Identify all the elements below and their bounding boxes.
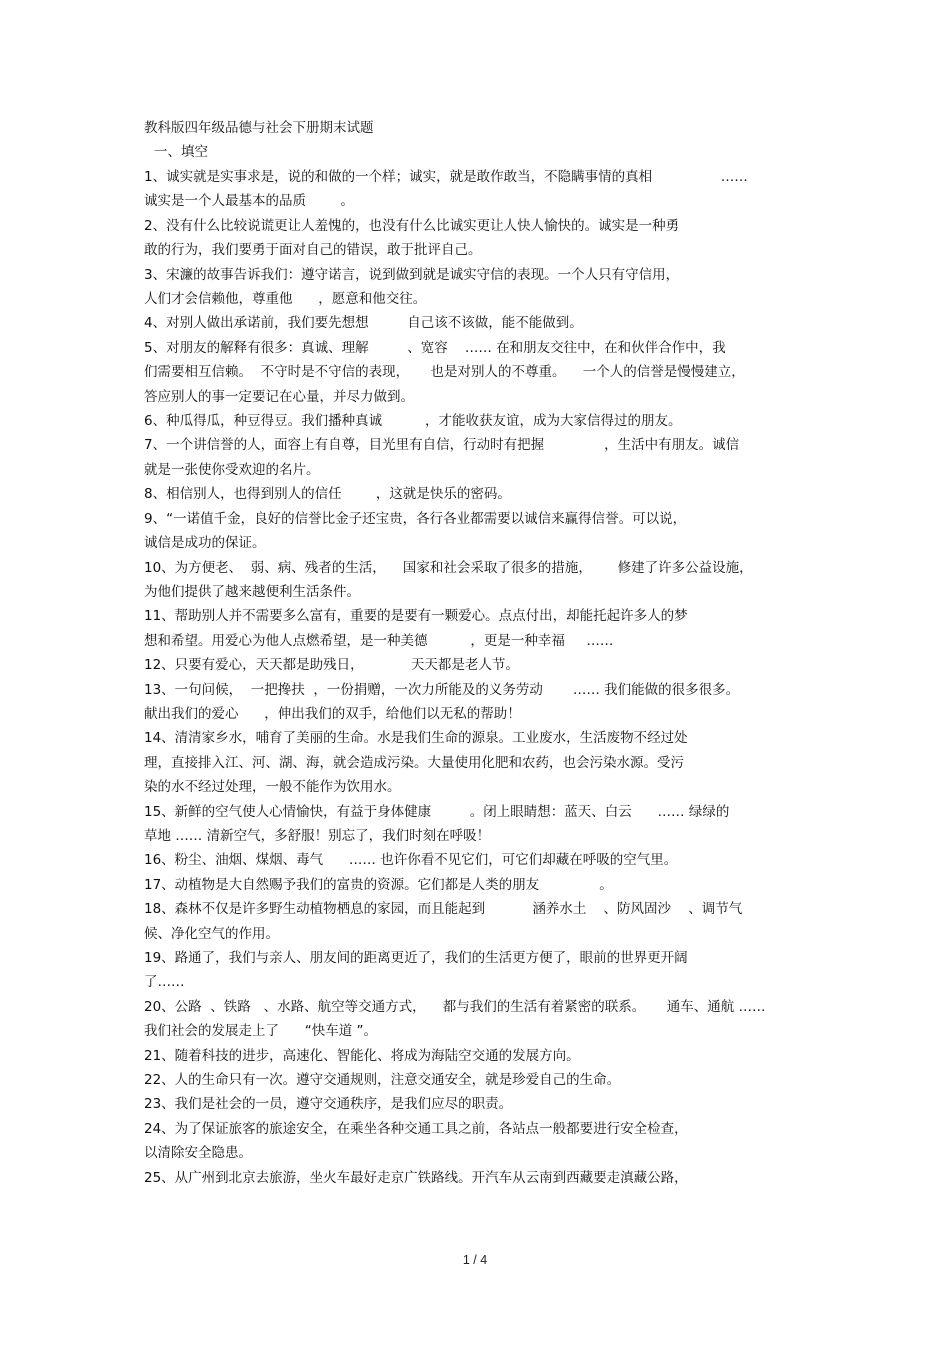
- question-item: [144, 1166, 814, 1190]
- question-line: 19、路通了，我们与亲人、朋友间的距离更近了，我们的生活更方便了，眼前的世界更开阔: [144, 950, 688, 966]
- question-line: 17、动植物是大自然赐予我们的富贵的资源。它们都是人类的朋友 。: [144, 876, 613, 893]
- question-item: [144, 263, 814, 312]
- question-line: 21、随着科技的进步，高速化、智能化、将成为海陆空交通的发展方向。: [144, 1047, 580, 1064]
- question-line: 想和希望。用爱心为他人点燃希望，是一种美德 ，更是一种幸福 ……: [144, 632, 614, 649]
- question-line: 11、帮助别人并不需要多么富有，重要的是要有一颗爱心。点点付出，却能托起许多人的梦: [144, 608, 688, 625]
- question-line: 人们才会信赖他，尊重他 ，愿意和他交往。: [144, 291, 427, 308]
- question-line: 18、森林不仅是许多野生动植物栖息的家园，而且能起到 涵养水土 、防风固沙 、调节气: [144, 901, 743, 918]
- question-line: 13、一句问候， 一把搀扶 ，一份捐赠，一次力所能及的义务劳动 …… 我们能做的很多很多。: [144, 681, 740, 698]
- question-item: [144, 995, 814, 1044]
- question-line: 22、人的生命只有一次。遵守交通规则，注意交通安全，就是珍爱自己的生命。: [144, 1072, 621, 1089]
- question-line: 草地 …… 清新空气，多舒服！别忘了，我们时刻在呼吸！: [144, 827, 491, 844]
- question-item: [144, 1068, 814, 1092]
- question-line: 9、“一诺值千金，良好的信誉比金子还宝贵，各行各业都需要以诚信来赢得信誉。可以说，: [144, 510, 687, 527]
- question-item: [144, 165, 814, 214]
- question-item: [144, 311, 814, 335]
- question-list: [144, 165, 814, 1190]
- question-item: [144, 653, 814, 677]
- page-number: 1 / 4: [462, 1253, 488, 1267]
- question-line: 诚信是成功的保证。: [144, 535, 266, 552]
- question-line: 敢的行为，我们要勇于面对自己的错误，敢于批评自己。: [144, 242, 482, 259]
- question-line: 12、只要有爱心，天天都是助残日， 天天都是老人节。: [144, 657, 519, 674]
- question-line: 20、公路 、铁路 、水路、航空等交通方式， 都与我们的生活有着紧密的联系。 通车、通航 ……: [144, 998, 766, 1015]
- question-line: 答应别人的事一定要记在心量，并尽力做到。: [144, 388, 414, 405]
- question-line: 6、种瓜得瓜，种豆得豆。我们播种真诚 ，才能收获友谊，成为大家信得过的朋友。: [144, 413, 682, 430]
- question-line: 理，直接排入江、河、湖、海，就会造成污染。大量使用化肥和农药，也会污染水源。受污: [144, 754, 684, 771]
- question-item: [144, 897, 814, 946]
- question-item: [144, 1117, 814, 1166]
- question-line: 3、宋濂的故事告诉我们：遵守诺言，说到做到就是诚实守信的表现。一个人只有守信用，: [144, 266, 680, 283]
- question-line: 候、净化空气的作用。: [144, 925, 279, 942]
- question-item: [144, 678, 814, 727]
- question-line: 25、从广州到北京去旅游，坐火车最好走京广铁路线。开汽车从云南到西藏要走滇藏公路，: [144, 1169, 688, 1186]
- question-line: 14、清清家乡水，哺育了美丽的生命。水是我们生命的源泉。工业废水，生活废物不经过处: [144, 730, 688, 747]
- question-line: 1、诚实就是实事求是，说的和做的一个样；诚实，就是敢作敢当，不隐瞒事情的真相 ……: [144, 169, 748, 185]
- question-line: 4、对别人做出承诺前，我们要先想想 自己该不该做，能不能做到。: [144, 315, 583, 332]
- question-line: 15、新鲜的空气使人心情愉快，有益于身体健康 。闭上眼睛想：蓝天、白云 …… 绿绿的: [144, 803, 730, 820]
- question-item: [144, 1092, 814, 1116]
- question-line: 7、一个讲信誉的人，面容上有自尊，目光里有自信，行动时有把握 ，生活中有朋友。诚信: [144, 437, 740, 454]
- question-line: 8、相信别人，也得到别人的信任 ，这就是快乐的密码。: [144, 486, 511, 503]
- question-item: [144, 214, 814, 263]
- question-line: 10、为方便老、 弱、病、残者的生活， 国家和社会采取了很多的措施， 修建了许多公益设施，: [144, 559, 753, 576]
- question-item: [144, 848, 814, 872]
- question-item: [144, 336, 814, 409]
- question-line: 我们社会的发展走上了 “快车道 ”。: [144, 1023, 378, 1040]
- question-line: 诚实是一个人最基本的品质 。: [144, 193, 354, 210]
- question-item: [144, 482, 814, 506]
- question-item: [144, 873, 814, 897]
- section-heading: 一、填空: [154, 144, 208, 160]
- question-item: [144, 946, 814, 995]
- question-item: [144, 800, 814, 849]
- document-title: 教科版四年级品德与社会下册期末试题: [144, 120, 374, 136]
- question-line: 了……: [144, 974, 185, 991]
- question-line: 5、对朋友的解释有很多：真诚、理解 、宽容 …… 在和朋友交往中，在和伙伴合作中，我: [144, 339, 726, 356]
- question-line: 为他们提供了越来越便利生活条件。: [144, 583, 360, 600]
- question-item: [144, 409, 814, 433]
- question-item: [144, 726, 814, 799]
- question-line: 24、为了保证旅客的旅途安全，在乘坐各种交通工具之前，各站点一般都要进行安全检查，: [144, 1120, 688, 1137]
- question-line: 23、我们是社会的一员，遵守交通秩序，是我们应尽的职责。: [144, 1096, 513, 1113]
- document-content: [144, 117, 814, 1190]
- question-line: 16、粉尘、油烟、煤烟、毒气 …… 也许你看不见它们，可它们却藏在呼吸的空气里。: [144, 852, 678, 869]
- question-item: [144, 556, 814, 605]
- question-line: 以清除安全隐患。: [144, 1145, 252, 1162]
- question-item: [144, 1044, 814, 1068]
- question-item: [144, 433, 814, 482]
- question-item: [144, 507, 814, 556]
- question-line: 2、没有什么比较说谎更让人羞愧的，也没有什么比诚实更让人快人愉快的。诚实是一种勇: [144, 217, 680, 234]
- question-line: 就是一张使你受欢迎的名片。: [144, 461, 320, 478]
- question-line: 们需要相互信赖。 不守时是不守信的表现， 也是对别人的不尊重。 一个人的信誉是慢慢建立，: [144, 364, 745, 381]
- question-item: [144, 604, 814, 653]
- question-line: 献出我们的爱心 ，伸出我们的双手，给他们以无私的帮助！: [144, 705, 521, 722]
- question-line: 染的水不经过处理，一般不能作为饮用水。: [144, 779, 401, 796]
